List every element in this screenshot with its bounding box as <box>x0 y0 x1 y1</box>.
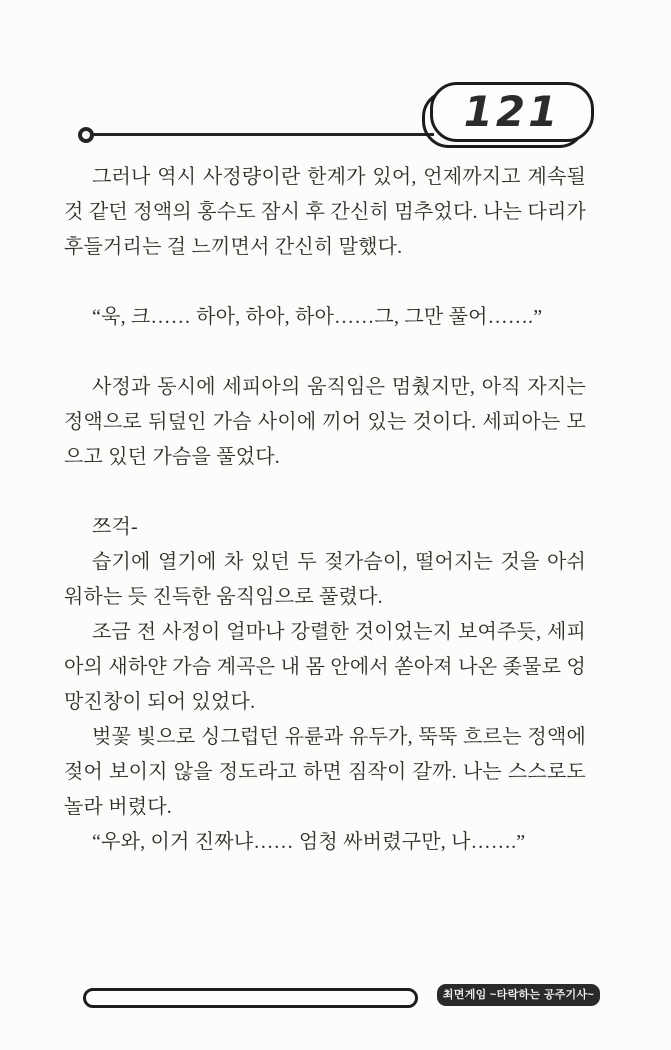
series-title-badge: 최면게임 ~타락하는 공주기사~ <box>437 984 600 1006</box>
page-number: 121 <box>463 86 561 136</box>
page-body-text <box>64 160 586 860</box>
dialogue-line: “우와, 이거 진짜냐…… 엄청 싸버렸구만, 나…….” <box>92 831 526 853</box>
paragraph-narration: 습기에 열기에 차 있던 두 젖가슴이, 떨어지는 것을 아쉬워하는 듯 진득한 움직임으로 풀렸다. <box>64 551 586 608</box>
paragraph-narration: 그러나 역시 사정량이란 한계가 있어, 언제까지고 계속될 것 같던 정액의 홍수도 잠시 후 간신히 멈추었다. 나는 다리가 후들거리는 걸 느끼면서 간신히 말했다. <box>64 166 586 258</box>
paragraph-narration: 사정과 동시에 세피아의 움직임은 멈췄지만, 아직 자지는 정액으로 뒤덮인 가슴 사이에 끼어 있는 것이다. 세피아는 모으고 있던 가슴을 풀었다. <box>64 376 586 468</box>
paragraph-narration: 벚꽃 빛으로 싱그럽던 유륜과 유두가, 뚝뚝 흐르는 정액에 젖어 보이지 않을 정도라고 하면 짐작이 갈까. 나는 스스로도 놀라 버렸다. <box>64 726 586 818</box>
dialogue-line: “욱, 크…… 하아, 하아, 하아……그, 그만 풀어…….” <box>92 306 543 328</box>
page-number-badge <box>430 82 594 142</box>
header-rule-line <box>92 133 434 136</box>
paragraph-narration: 조금 전 사정이 얼마나 강렬한 것이었는지 보여주듯, 세피아의 새하얀 가슴 계곡은 내 몸 안에서 쏟아져 나온 좆물로 엉망진창이 되어 있었다. <box>64 621 586 713</box>
sfx-line: 쯔걱- <box>92 516 138 538</box>
footer-rule-box <box>83 988 418 1008</box>
